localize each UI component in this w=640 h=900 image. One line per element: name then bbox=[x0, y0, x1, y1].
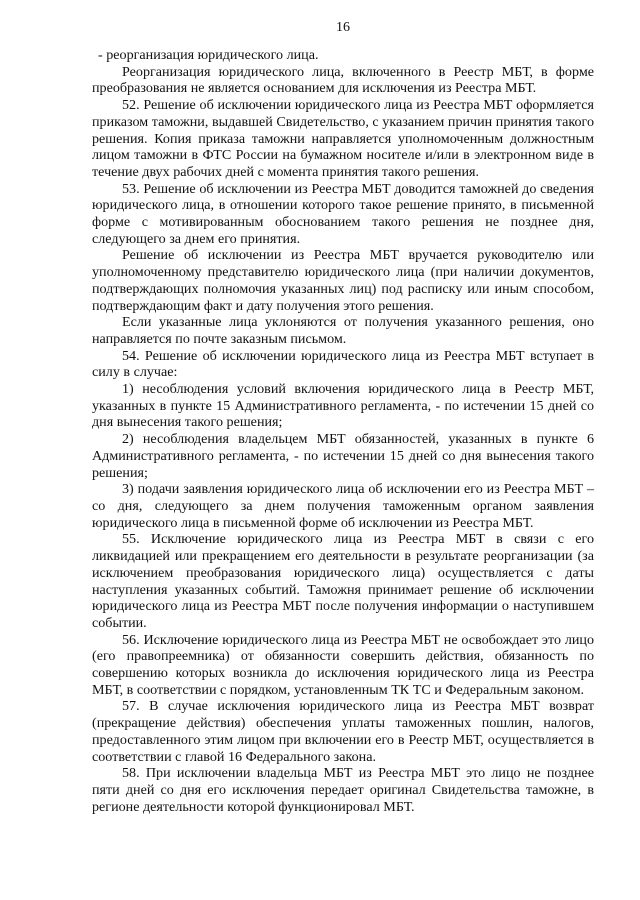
paragraph-54-item-1: 1) несоблюдения условий включения юридического лица в Реестр МБТ, указанных в пункте 15 Административного регламента, - по истечении 15 дней со дня вынесения такого решения; bbox=[92, 381, 594, 431]
paragraph-54-item-2: 2) несоблюдения владельцем МБТ обязанностей, указанных в пункте 6 Административного регламента, - по истечении 15 дней со дня вынесения такого решения; bbox=[92, 431, 594, 481]
document-body bbox=[92, 47, 594, 815]
paragraph-57: 57. В случае исключения юридического лица из Реестра МБТ возврат (прекращение действия) обеспечения уплаты таможенных пошлин, налогов, предоставленного этим лицом при включении его в Реестр МБТ, осуществляется в соответствии с главой 16 Федерального закона. bbox=[92, 698, 594, 765]
page-number: 16 bbox=[336, 20, 350, 35]
paragraph-56: 56. Исключение юридического лица из Реестра МБТ не освобождает это лицо (его правопреемника) от обязанности совершить действия, обязанность по совершению которых возникла до исключения юридического лица из Реестра МБТ, в соответствии с порядком, установленным ТК ТС и Федеральным законом. bbox=[92, 631, 594, 698]
paragraph-53: 53. Решение об исключении из Реестра МБТ доводится таможней до сведения юридического лица, в отношении которого такое решение принято, в письменной форме с мотивированным обоснованием такого решения не позднее дня, следующего за днем его принятия. bbox=[92, 180, 594, 247]
paragraph-reorganization-item: - реорганизация юридического лица. bbox=[98, 47, 319, 63]
paragraph-54-item-3: 3) подачи заявления юридического лица об исключении его из Реестра МБТ – со дня, следующего за днем получения таможенным органом заявления юридического лица в письменной форме об исключении из Реестра МБТ. bbox=[92, 481, 594, 531]
paragraph-reorganization-note: Реорганизация юридического лица, включенного в Реестр МБТ, в форме преобразования не является основанием для исключения из Реестра МБТ. bbox=[92, 63, 594, 97]
paragraph-54: 54. Решение об исключении юридического лица из Реестра МБТ вступает в силу в случае: bbox=[92, 347, 594, 381]
paragraph-58: 58. При исключении владельца МБТ из Реестра МБТ это лицо не позднее пяти дней со дня его исключения передает оригинал Свидетельства таможне, в регионе деятельности которой функционировал МБТ. bbox=[92, 765, 594, 815]
paragraph-55: 55. Исключение юридического лица из Реестра МБТ в связи с его ликвидацией или прекращением его деятельности в результате реорганизации (за исключением преобразования юридического лица) осуществляется с даты наступления указанных событий. Таможня принимает решение об исключении юридического лица из Реестра МБТ после получения информации о наступившем событии. bbox=[92, 531, 594, 631]
paragraph-52: 52. Решение об исключении юридического лица из Реестра МБТ оформляется приказом таможни, выдавшей Свидетельство, с указанием причин принятия такого решения. Копия приказа таможни направляется уполномоченным должностным лицом таможни в ФТС России на бумажном носителе и/или в электронном виде в течение двух рабочих дней с момента принятия такого решения. bbox=[92, 97, 594, 180]
paragraph-53-mail: Если указанные лица уклоняются от получения указанного решения, оно направляется по почте заказным письмом. bbox=[92, 314, 594, 347]
paragraph-53-delivery: Решение об исключении из Реестра МБТ вручается руководителю или уполномоченному представителю юридического лица (при наличии документов, подтверждающих полномочия указанных лиц) под расписку или иным способом, подтверждающим факт и дату получения этого решения. bbox=[92, 247, 594, 314]
